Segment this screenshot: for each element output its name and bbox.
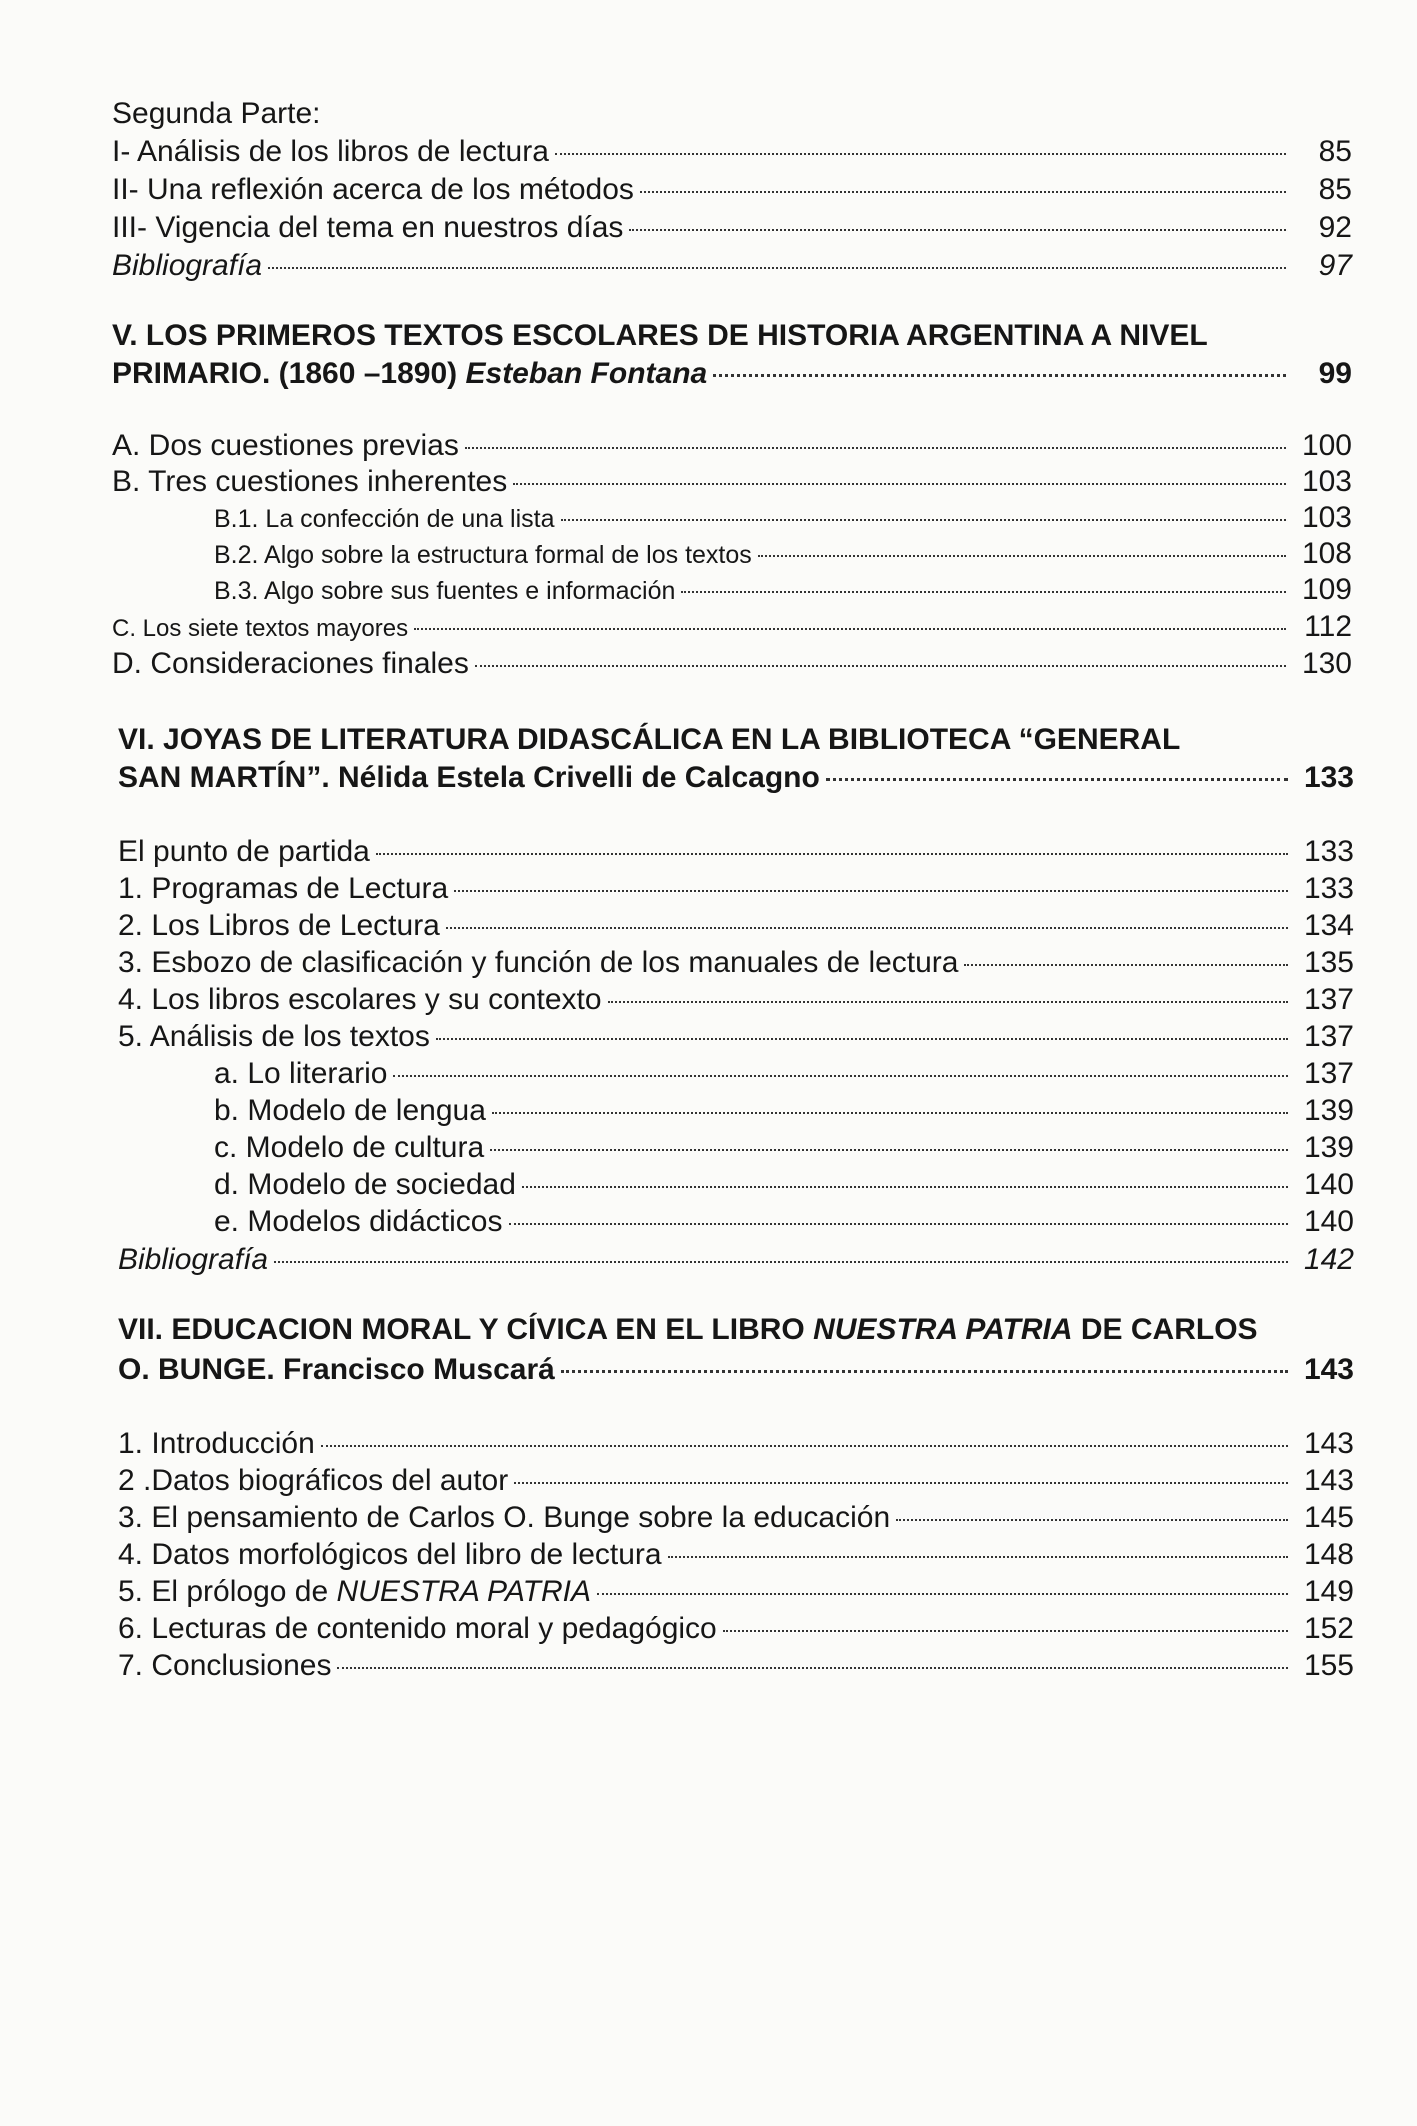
toc-entry-title: II- Una reflexión acerca de los métodos [112,173,634,206]
toc-entry-page: 152 [1303,1612,1354,1645]
dot-leader [492,1112,1288,1114]
part-label-text: Segunda Parte: [112,97,321,130]
dot-leader [268,267,1286,269]
chapter-page: 133 [1303,761,1354,794]
toc-entry [112,208,1352,248]
dot-leader [414,628,1286,630]
toc-entry-title: B.3. Algo sobre sus fuentes e información [214,577,676,605]
toc-entry-page: 137 [1303,1020,1354,1053]
toc-entry-title: 4. Datos morfológicos del libro de lectura [118,1538,662,1571]
toc-entry-book-title: NUESTRA PATRIA [336,1575,591,1608]
dot-leader [681,591,1286,593]
toc-entry-title: 3. El pensamiento de Carlos O. Bunge sobre la educación [118,1501,891,1534]
dot-leader [513,483,1286,485]
toc-entry-page: 134 [1303,909,1354,942]
toc-entry-title: A. Dos cuestiones previas [112,429,459,462]
dot-leader [446,927,1288,929]
dot-leader [522,1186,1288,1188]
dot-leader [608,1001,1288,1003]
toc-entry-page: 108 [1301,537,1352,570]
toc-entry-page: 85 [1318,135,1352,168]
toc-entry-title: 7. Conclusiones [118,1649,332,1682]
chapter-heading-line1: V. LOS PRIMEROS TEXTOS ESCOLARES DE HISTORIA ARGENTINA A NIVEL [112,319,1208,352]
chapter-heading-line1: VI. JOYAS DE LITERATURA DIDASCÁLICA EN LA BIBLIOTECA “GENERAL [118,723,1181,756]
toc-entry [112,644,1352,684]
toc-entry-title: 1. Introducción [118,1427,315,1460]
toc-entry-page: 133 [1303,835,1354,868]
dot-leader [490,1149,1288,1151]
toc-entry-title: Bibliografía [118,1243,269,1276]
toc-entry [112,132,1352,172]
toc-entry [118,832,1354,872]
toc-entry-page: 140 [1303,1205,1354,1238]
toc-entry [118,1498,1354,1538]
chapter-author: Esteban Fontana [465,357,708,390]
toc-entry-page: 137 [1303,983,1354,1016]
toc-entry-page: 149 [1303,1575,1354,1608]
toc-entry-title: a. Lo literario [214,1057,388,1090]
toc-entry-page: 135 [1303,946,1354,979]
chapter-heading [118,1310,1358,1350]
toc-entry-page: 103 [1301,501,1352,534]
toc-entry-title: b. Modelo de lengua [214,1094,486,1127]
toc-entry-title: 5. Análisis de los textos [118,1020,430,1053]
toc-entry-page: 109 [1301,573,1352,606]
toc-entry [118,1646,1354,1686]
toc-entry [118,943,1354,983]
toc-entry-title: e. Modelos didácticos [214,1205,503,1238]
toc-entry-page: 148 [1303,1538,1354,1571]
dot-leader [561,519,1286,521]
chapter-heading-line1-post: DE CARLOS [1072,1313,1258,1346]
toc-entry-title: 3. Esbozo de clasificación y función de los manuales de lectura [118,946,959,979]
toc-subentry [214,1091,1354,1131]
toc-entry [112,246,1352,286]
toc-entry-page: 133 [1303,872,1354,905]
dot-leader [465,447,1286,449]
dot-leader [597,1593,1288,1595]
toc-entry-title: I- Análisis de los libros de lectura [112,135,549,168]
dot-leader [393,1075,1288,1077]
toc-entry [118,1535,1354,1575]
toc-entry-title: d. Modelo de sociedad [214,1168,516,1201]
toc-subentry [214,1054,1354,1094]
toc-entry [118,906,1354,946]
dot-leader [629,229,1286,231]
dot-leader [274,1261,1288,1263]
dot-leader [475,665,1286,667]
toc-entry-page: 112 [1304,610,1352,643]
toc-entry-page: 142 [1303,1243,1354,1276]
toc-subentry [214,1202,1354,1242]
toc-entry-title: 6. Lecturas de contenido moral y pedagógico [118,1612,717,1645]
toc-entry [118,1017,1354,1057]
toc-entry [118,1572,1354,1612]
chapter-heading [112,316,1352,356]
toc-subentry [214,570,1352,610]
toc-entry-title: III- Vigencia del tema en nuestros días [112,211,624,244]
toc-entry [118,869,1354,909]
dot-leader [964,964,1288,966]
toc-entry-title: C. Los siete textos mayores [112,615,409,642]
toc-entry-page: 143 [1303,1427,1354,1460]
toc-entry-title: Bibliografía [112,249,263,282]
toc-entry-title: El punto de partida [118,835,370,868]
dot-leader [758,555,1286,557]
dot-leader [514,1482,1288,1484]
toc-entry-page: 139 [1303,1094,1354,1127]
toc-entry [118,980,1354,1020]
chapter-heading-line2: PRIMARIO. (1860 –1890) [112,357,458,390]
chapter-heading [118,758,1354,798]
toc-subentry [214,498,1352,538]
dot-leader [640,191,1286,193]
toc-subentry [214,534,1352,574]
toc-entry-title: 2 .Datos biográficos del autor [118,1464,509,1497]
toc-subentry [214,1128,1354,1168]
chapter-heading-book-title: NUESTRA PATRIA [813,1313,1073,1346]
chapter-heading-line1-pre: VII. EDUCACION MORAL Y CÍVICA EN EL LIBRO [118,1313,814,1346]
toc-entry-title: 1. Programas de Lectura [118,872,449,905]
toc-entry [112,462,1352,502]
dot-leader [561,1370,1288,1373]
toc-entry-title: 2. Los Libros de Lectura [118,909,440,942]
dot-leader [723,1630,1288,1632]
dot-leader [713,374,1286,377]
dot-leader [337,1667,1288,1669]
toc-entry-title: 5. El prólogo de [118,1575,337,1608]
toc-entry [112,426,1352,466]
part-label [112,94,1352,134]
dot-leader [555,153,1286,155]
toc-entry-page: 100 [1301,429,1352,462]
toc-subentry [214,1165,1354,1205]
toc-entry-title: 4. Los libros escolares y su contexto [118,983,602,1016]
chapter-heading [118,720,1358,760]
toc-entry-title: D. Consideraciones finales [112,647,469,680]
chapter-page: 143 [1303,1353,1354,1386]
toc-entry-title: c. Modelo de cultura [214,1131,485,1164]
toc-entry-page: 85 [1318,173,1352,206]
dot-leader [376,853,1288,855]
dot-leader [509,1223,1289,1225]
toc-entry-page: 97 [1318,249,1352,282]
toc-entry [118,1461,1354,1501]
dot-leader [321,1445,1288,1447]
toc-entry-page: 103 [1301,465,1352,498]
chapter-heading-line2: SAN MARTÍN”. Nélida Estela Crivelli de Calcagno [118,761,820,794]
toc-entry-page: 92 [1318,211,1352,244]
toc-entry-page: 139 [1303,1131,1354,1164]
toc-entry [118,1424,1354,1464]
dot-leader [436,1038,1288,1040]
toc-entry-title: B.2. Algo sobre la estructura formal de los textos [214,541,752,569]
toc-entry-page: 155 [1303,1649,1354,1682]
toc-entry [112,607,1352,647]
toc-entry-title: B. Tres cuestiones inherentes [112,465,508,498]
toc-entry-page: 140 [1303,1168,1354,1201]
dot-leader [668,1556,1288,1558]
toc-entry [118,1240,1354,1280]
toc-entry [112,170,1352,210]
dot-leader [896,1519,1288,1521]
toc-entry-page: 130 [1301,647,1352,680]
dot-leader [454,890,1288,892]
chapter-page: 99 [1318,357,1352,390]
chapter-heading [112,354,1352,394]
dot-leader [826,778,1288,781]
toc-entry-page: 137 [1303,1057,1354,1090]
toc-entry-title: B.1. La confección de una lista [214,505,555,533]
toc-entry [118,1609,1354,1649]
toc-entry-page: 143 [1303,1464,1354,1497]
chapter-heading-line2: O. BUNGE. Francisco Muscará [118,1353,555,1386]
toc-entry-page: 145 [1303,1501,1354,1534]
chapter-heading [118,1350,1354,1390]
